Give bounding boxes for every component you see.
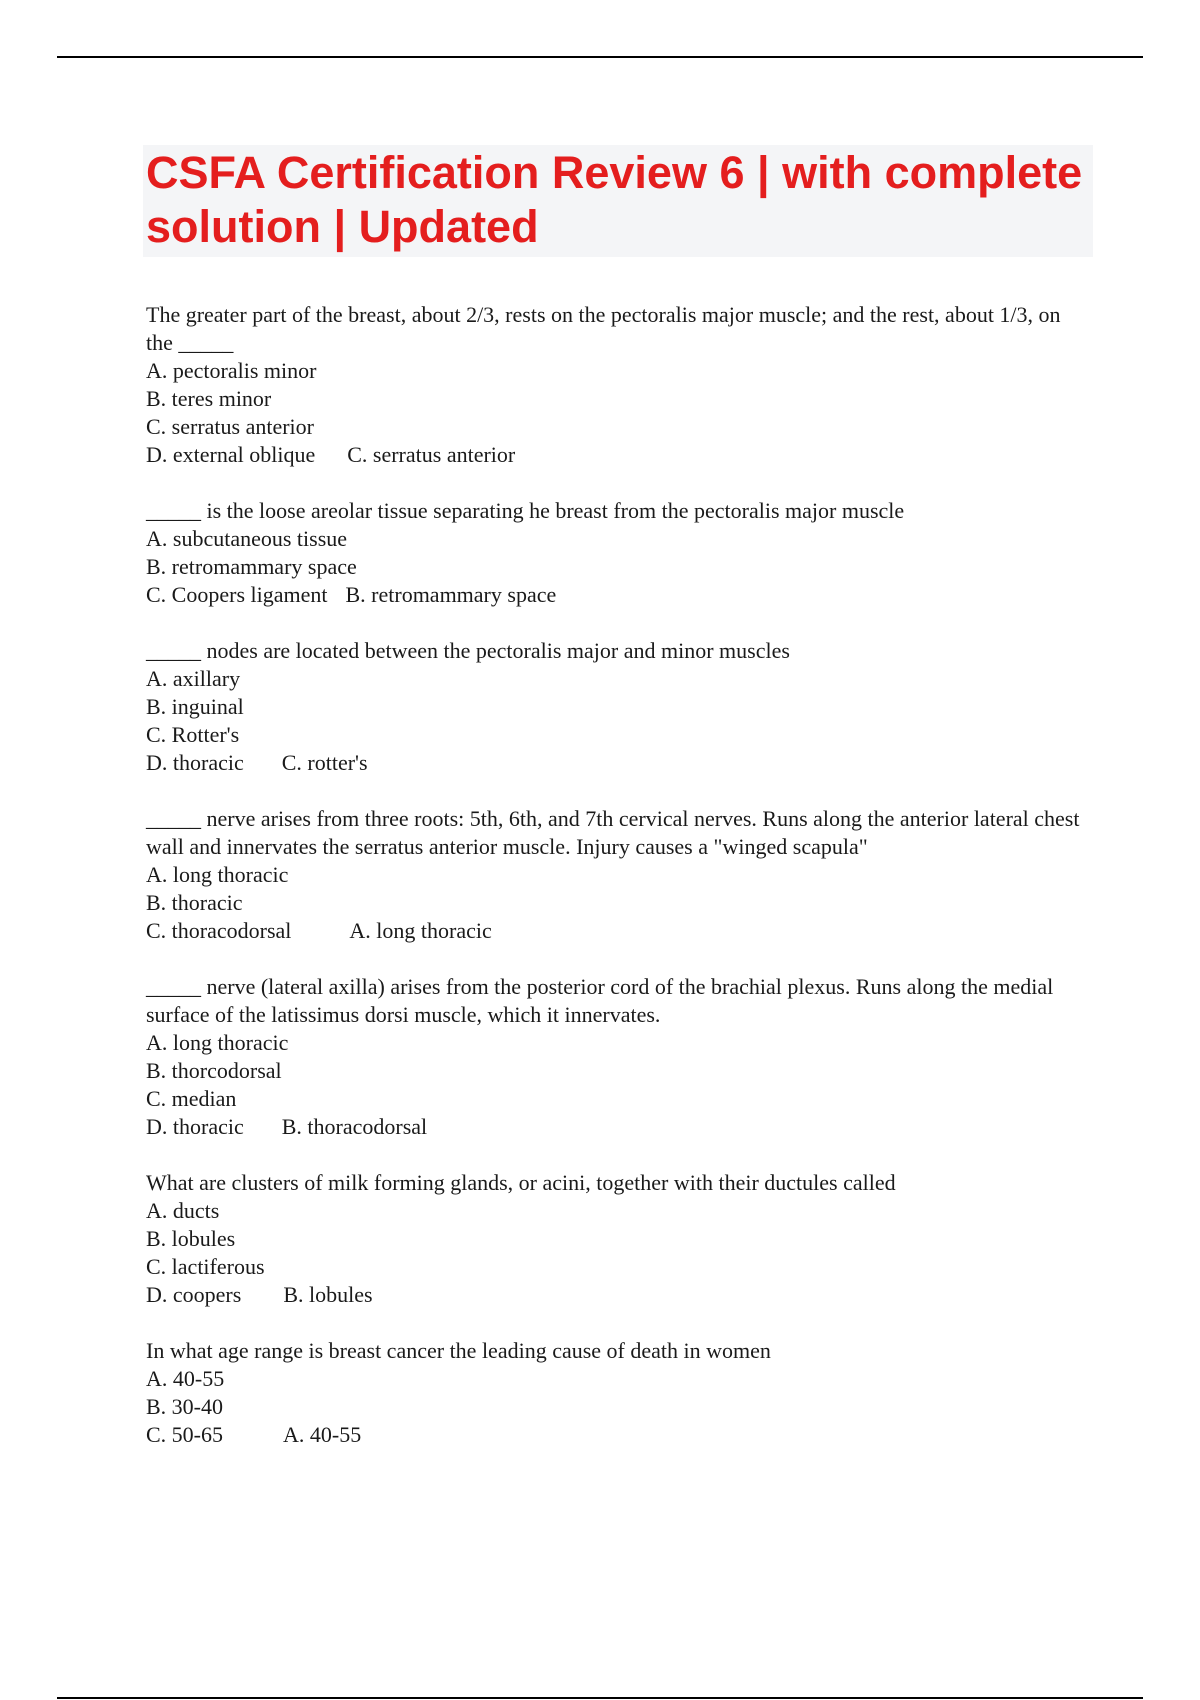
answer-option: B. thoracic	[146, 890, 243, 915]
question-prompt: The greater part of the breast, about 2/3, rests on the pectoralis major muscle; and the rest, about 1/3, on the _____	[146, 302, 1061, 355]
document-title: CSFA Certification Review 6 | with complete solution | Updated	[146, 147, 1083, 252]
question-prompt: _____ nerve arises from three roots: 5th, 6th, and 7th cervical nerves. Runs along the anterior lateral chest wall and innervates the serratus anterior muscle. Injury causes a "winged scapula"	[146, 806, 1080, 859]
correct-answer: B. retromammary space	[345, 582, 557, 607]
question-prompt: What are clusters of milk forming glands, or acini, together with their ductules called	[146, 1170, 896, 1195]
answer-option: A. ducts	[146, 1198, 220, 1223]
answer-option: B. thorcodorsal	[146, 1058, 282, 1083]
answer-option: B. teres minor	[146, 386, 272, 411]
correct-answer: C. serratus anterior	[347, 442, 516, 467]
answer-option: A. axillary	[146, 666, 241, 691]
question-block	[146, 1169, 1086, 1309]
question-prompt: In what age range is breast cancer the leading cause of death in women	[146, 1338, 771, 1363]
question-block	[146, 301, 1086, 469]
correct-answer: B. lobules	[283, 1282, 373, 1307]
answer-option: C. lactiferous	[146, 1254, 265, 1279]
answer-option: B. retromammary space	[146, 554, 357, 579]
answer-option: C. thoracodorsal	[146, 918, 292, 943]
question-block	[146, 637, 1086, 777]
question-block	[146, 497, 1086, 609]
answer-option: D. coopers	[146, 1282, 242, 1307]
correct-answer: B. thoracodorsal	[281, 1114, 428, 1139]
question-block	[146, 1337, 1086, 1449]
answer-option: A. long thoracic	[146, 1030, 289, 1055]
answer-option: B. lobules	[146, 1226, 236, 1251]
correct-answer: C. rotter's	[281, 750, 368, 775]
answer-option: D. thoracic	[146, 750, 244, 775]
answer-option: D. external oblique	[146, 442, 316, 467]
question-block	[146, 805, 1086, 945]
question-block	[146, 973, 1086, 1141]
question-list	[146, 301, 1086, 1477]
answer-option: C. 50-65	[146, 1422, 223, 1447]
answer-option: C. Rotter's	[146, 722, 240, 747]
answer-option: B. inguinal	[146, 694, 244, 719]
answer-option: D. thoracic	[146, 1114, 244, 1139]
answer-option: C. median	[146, 1086, 237, 1111]
question-prompt: _____ is the loose areolar tissue separating he breast from the pectoralis major muscle	[146, 498, 905, 523]
correct-answer: A. long thoracic	[349, 918, 492, 943]
answer-option: C. Coopers ligament	[146, 582, 328, 607]
answer-option: A. 40-55	[146, 1366, 225, 1391]
answer-option: A. pectoralis minor	[146, 358, 317, 383]
top-rule	[57, 56, 1143, 58]
bottom-rule	[57, 1697, 1143, 1699]
question-prompt: _____ nodes are located between the pectoralis major and minor muscles	[146, 638, 790, 663]
answer-option: B. 30-40	[146, 1394, 223, 1419]
correct-answer: A. 40-55	[283, 1422, 362, 1447]
question-prompt: _____ nerve (lateral axilla) arises from the posterior cord of the brachial plexus. Runs along the medial surface of the latissimus dorsi muscle, which it innervates.	[146, 974, 1054, 1027]
answer-option: A. subcutaneous tissue	[146, 526, 348, 551]
answer-option: C. serratus anterior	[146, 414, 314, 439]
answer-option: A. long thoracic	[146, 862, 289, 887]
